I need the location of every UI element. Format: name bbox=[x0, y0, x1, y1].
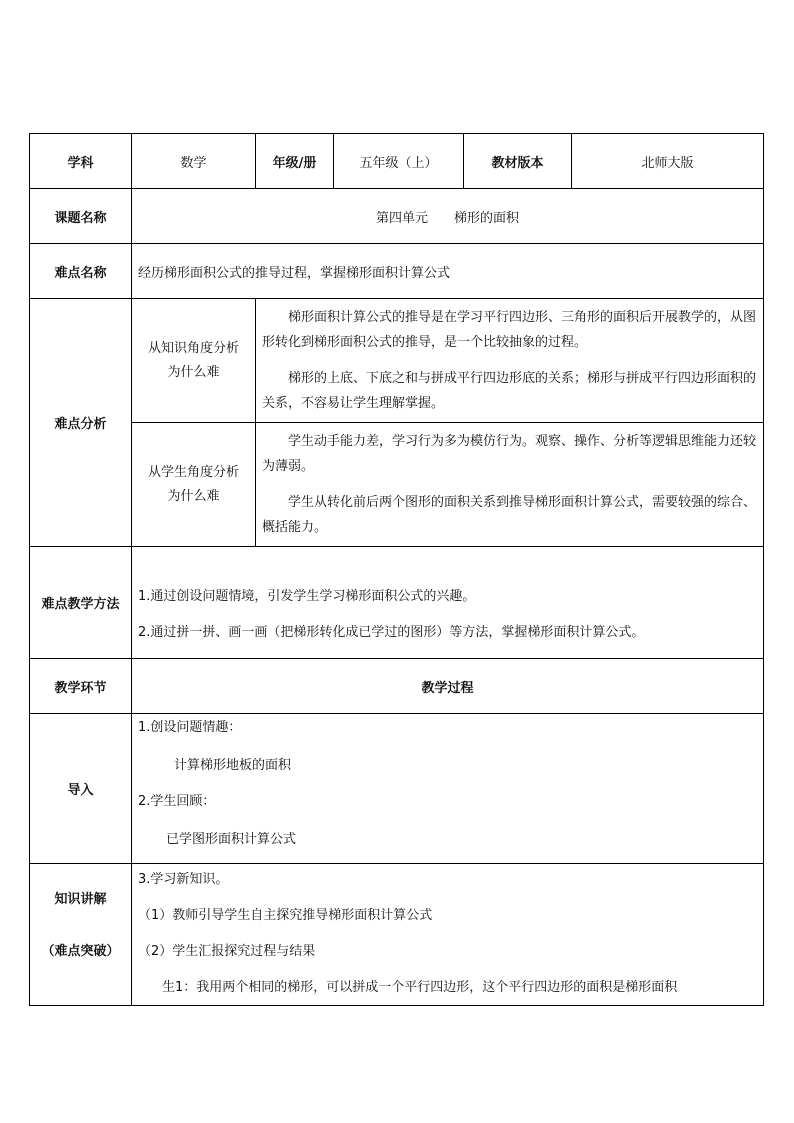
method-row bbox=[30, 547, 764, 659]
process-step-label: 教学环节 bbox=[30, 659, 132, 714]
student-angle-para1: 学生动手能力差，学习行为多为模仿行为。观察、操作、分析等逻辑思维能力还较为薄弱。 bbox=[262, 434, 757, 474]
process-header-row bbox=[30, 659, 764, 714]
knowledge-line2: （1）教师引导学生自主探究推导梯形面积计算公式 bbox=[138, 908, 433, 923]
knowledge-angle-label-line2: 为什么难 bbox=[167, 364, 220, 380]
process-header-value: 教学过程 bbox=[132, 659, 764, 714]
analysis-label: 难点分析 bbox=[30, 299, 132, 547]
analysis-knowledge-row bbox=[30, 299, 764, 423]
knowledge-label-line1: 知识讲解 bbox=[54, 892, 107, 907]
subject-value: 数学 bbox=[132, 134, 256, 189]
lesson-value: 第四单元 梯形的面积 bbox=[132, 189, 764, 244]
header-row bbox=[30, 134, 764, 189]
knowledge-angle-para2: 梯形的上底、下底之和与拼成平行四边形底的关系；梯形与拼成平行四边形面积的关系，不容易让学生理解掌握。 bbox=[262, 371, 757, 411]
knowledge-label bbox=[30, 864, 132, 1006]
method-item1: 1.通过创设问题情境，引发学生学习梯形面积公式的兴趣。 bbox=[138, 588, 476, 604]
knowledge-row bbox=[30, 864, 764, 1006]
method-label: 难点教学方法 bbox=[30, 547, 132, 659]
knowledge-line1: 3.学习新知识。 bbox=[138, 872, 229, 887]
edition-value: 北师大版 bbox=[572, 134, 764, 189]
difficulty-label: 难点名称 bbox=[30, 244, 132, 299]
lesson-label: 课题名称 bbox=[30, 189, 132, 244]
lesson-row bbox=[30, 189, 764, 244]
knowledge-content bbox=[132, 864, 764, 1006]
knowledge-angle-label-line1: 从知识角度分析 bbox=[147, 340, 239, 356]
intro-line3: 2.学生回顾： bbox=[138, 794, 216, 809]
knowledge-angle-label bbox=[132, 299, 256, 423]
student-angle-para2: 学生从转化前后两个图形的面积关系到推导梯形面积计算公式，需要较强的综合、概括能力。 bbox=[262, 495, 757, 535]
student-angle-label bbox=[132, 423, 256, 547]
method-content bbox=[132, 547, 764, 659]
intro-row bbox=[30, 714, 764, 864]
intro-content bbox=[132, 714, 764, 864]
student-angle-content bbox=[256, 423, 764, 547]
grade-label: 年级/册 bbox=[256, 134, 334, 189]
analysis-student-row bbox=[30, 423, 764, 547]
student-angle-label-line1: 从学生角度分析 bbox=[147, 464, 239, 480]
intro-line1: 1.创设问题情趣： bbox=[138, 720, 242, 735]
intro-label: 导入 bbox=[30, 714, 132, 864]
subject-label: 学科 bbox=[30, 134, 132, 189]
intro-line4: 已学图形面积计算公式 bbox=[166, 832, 297, 847]
knowledge-label-line2: （难点突破） bbox=[41, 944, 120, 959]
lesson-plan-table bbox=[29, 133, 764, 1006]
knowledge-line3: （2）学生汇报探究过程与结果 bbox=[138, 944, 316, 959]
method-item2: 2.通过拼一拼、画一画（把梯形转化成已学过的图形）等方法，掌握梯形面积计算公式。 bbox=[138, 624, 645, 640]
intro-line2: 计算梯形地板的面积 bbox=[174, 758, 292, 773]
difficulty-row bbox=[30, 244, 764, 299]
knowledge-angle-content bbox=[256, 299, 764, 423]
edition-label: 教材版本 bbox=[464, 134, 572, 189]
difficulty-value: 经历梯形面积公式的推导过程，掌握梯形面积计算公式 bbox=[132, 244, 764, 299]
knowledge-line4: 生1：我用两个相同的梯形，可以拼成一个平行四边形，这个平行四边形的面积是梯形面积 bbox=[162, 980, 678, 995]
grade-value: 五年级（上） bbox=[334, 134, 464, 189]
student-angle-label-line2: 为什么难 bbox=[167, 488, 220, 504]
knowledge-angle-para1: 梯形面积计算公式的推导是在学习平行四边形、三角形的面积后开展教学的，从图形转化到梯形面积公式的推导，是一个比较抽象的过程。 bbox=[262, 310, 757, 350]
